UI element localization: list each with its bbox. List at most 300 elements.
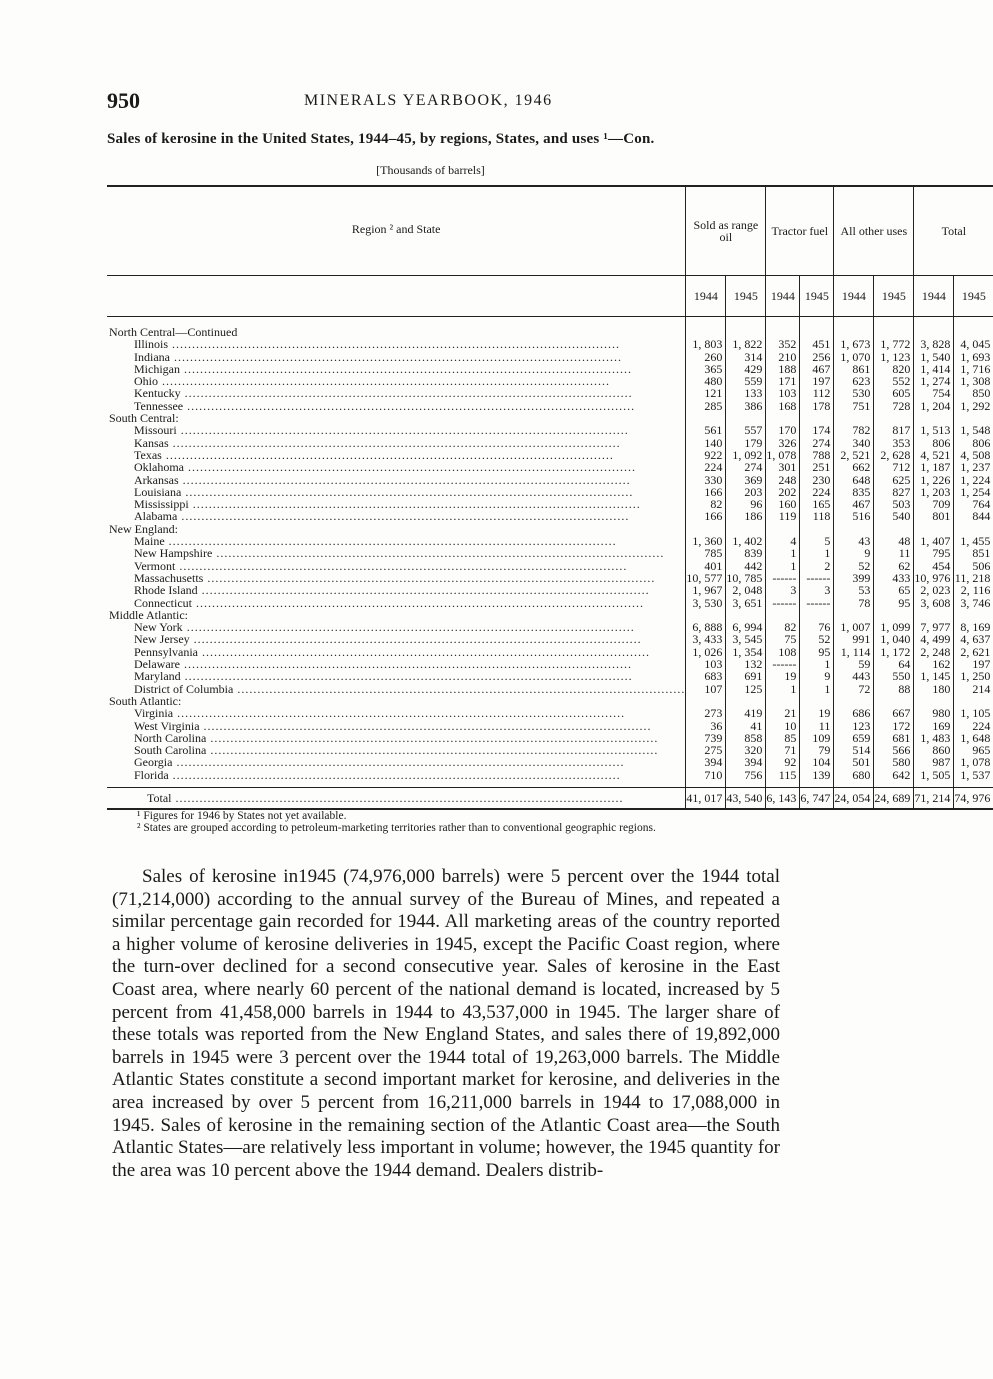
table-cell: 1 [766,683,800,695]
table-cell: 817 [874,424,914,436]
table-cell: 739 [686,732,726,744]
table-cell: 256 [800,351,834,363]
table-cell: 516 [834,510,874,522]
table-body [107,317,993,809]
table-cell: 648 [834,474,874,486]
table-cell: 987 [914,756,954,768]
table-cell: 274 [800,437,834,449]
table-cell: 203 [726,486,766,498]
table-cell: 764 [954,498,993,510]
table-cell: 1, 070 [834,351,874,363]
table-cell: 197 [954,658,993,670]
table-cell: 1, 254 [954,486,993,498]
table-cell: 4, 045 [954,338,993,350]
table-cell: 59 [834,658,874,670]
footnote-1: ¹ Figures for 1946 by States not yet available. [137,810,347,822]
table-cell: 133 [726,387,766,399]
table-cell: 112 [800,387,834,399]
table-cell: 429 [726,363,766,375]
state-name: New Jersey ..... [107,633,686,645]
table-cell: 71 [766,744,800,756]
table-row [107,670,993,682]
table-cell: 4, 637 [954,633,993,645]
state-name: New York ..... [107,621,686,633]
footnotes [137,810,782,834]
table-cell: 1, 483 [914,732,954,744]
table-cell: 467 [834,498,874,510]
state-name: Florida ..... [107,769,686,781]
table-cell: 160 [766,498,800,510]
total-cell: 24, 054 [834,787,874,809]
table-cell: 1, 822 [726,338,766,350]
state-name: Vermont ..... [107,560,686,572]
table-cell: 1, 105 [954,707,993,719]
state-name: Texas ..... [107,449,686,461]
state-name: Delaware ..... [107,658,686,670]
table-cell: 82 [766,621,800,633]
table-cell: 251 [800,461,834,473]
table-cell: 559 [726,375,766,387]
table-cell: 121 [686,387,726,399]
table-cell: 119 [766,510,800,522]
state-name: New Hampshire ..... [107,547,686,559]
table-cell: 1 [800,658,834,670]
total-cell: 6, 143 [766,787,800,809]
table-cell: 751 [834,400,874,412]
table-cell: 6, 994 [726,621,766,633]
table-cell: 1 [766,560,800,572]
total-cell: 74, 976 [954,787,993,809]
table-cell: ------ [800,597,834,609]
table-cell: 52 [834,560,874,572]
table-cell: 85 [766,732,800,744]
table-cell: 861 [834,363,874,375]
table-cell: 550 [874,670,914,682]
table-cell: 1, 693 [954,351,993,363]
table-cell: 104 [800,756,834,768]
table-row [107,387,993,399]
state-name: District of Columbia ..... [107,683,686,695]
table-cell: 314 [726,351,766,363]
table-row [107,510,993,522]
state-name: Michigan ..... [107,363,686,375]
footnote-2: ² States are grouped according to petroleum-marketing territories rather than to conventional geographic regions. [137,822,656,834]
table-cell: 965 [954,744,993,756]
table-cell: 1, 308 [954,375,993,387]
table-cell: 1, 967 [686,584,726,596]
table-cell: 712 [874,461,914,473]
table-cell: 1, 292 [954,400,993,412]
table-cell: 214 [954,683,993,695]
table-cell: 394 [726,756,766,768]
table-cell: 140 [686,437,726,449]
table-cell: 1, 203 [914,486,954,498]
year-header: 1944 [686,276,726,317]
table-cell: 605 [874,387,914,399]
state-name: Tennessee ..... [107,400,686,412]
table-row [107,769,993,781]
table-cell: 1, 274 [914,375,954,387]
table-cell: 162 [914,658,954,670]
table-cell: 1, 123 [874,351,914,363]
page-header [107,88,777,114]
table-cell: 860 [914,744,954,756]
table-cell: 10, 976 [914,572,954,584]
table-cell: 782 [834,424,874,436]
table-cell: ------ [766,572,800,584]
table-cell: 11, 218 [954,572,993,584]
table-cell: 115 [766,769,800,781]
table-row [107,400,993,412]
table-cell: 7, 977 [914,621,954,633]
table-cell: 179 [726,437,766,449]
table-cell: 1, 505 [914,769,954,781]
table-cell: 1, 172 [874,646,914,658]
row-header-spacer [107,276,686,317]
table-cell: 827 [874,486,914,498]
table-cell: 285 [686,400,726,412]
table-cell: 801 [914,510,954,522]
table-cell: 681 [874,732,914,744]
table-cell: 1, 513 [914,424,954,436]
table-cell: 401 [686,560,726,572]
table-cell: 171 [766,375,800,387]
table-cell: 1, 402 [726,535,766,547]
table-cell: 1, 540 [914,351,954,363]
table-cell: 1 [766,547,800,559]
table-cell: 21 [766,707,800,719]
table-cell: 754 [914,387,954,399]
region-name: Middle Atlantic: [109,607,188,622]
state-name: Connecticut ..... [107,597,686,609]
table-cell: 1, 007 [834,621,874,633]
table-cell: 1, 648 [954,732,993,744]
table-cell: 1 [800,683,834,695]
table-cell: 52 [800,633,834,645]
table-cell: 11 [800,720,834,732]
table-cell: 168 [766,400,800,412]
state-name: Rhode Island ..... [107,584,686,596]
table-cell: 851 [954,547,993,559]
table-cell: 123 [834,720,874,732]
table-cell: 53 [834,584,874,596]
state-name: Kansas ..... [107,437,686,449]
table-cell: ------ [766,658,800,670]
table-cell: 3, 828 [914,338,954,350]
table-cell: 561 [686,424,726,436]
running-head: MINERALS YEARBOOK, 1946 [304,92,553,109]
year-header: 1944 [914,276,954,317]
table-cell: 728 [874,400,914,412]
table-row [107,683,993,695]
table-cell: 1, 455 [954,535,993,547]
table-cell: 178 [800,400,834,412]
table-cell: 353 [874,437,914,449]
table-cell: 92 [766,756,800,768]
year-header: 1944 [834,276,874,317]
table-cell: 2, 116 [954,584,993,596]
total-cell: 41, 017 [686,787,726,809]
table-cell: 386 [726,400,766,412]
table-cell: 1, 237 [954,461,993,473]
table-cell: 2, 023 [914,584,954,596]
table-cell: 806 [914,437,954,449]
col-group-tractor-fuel: Tractor fuel [766,186,834,276]
table-cell: 9 [834,547,874,559]
table-cell: 1, 803 [686,338,726,350]
table-cell: 180 [914,683,954,695]
table-cell: 1, 224 [954,474,993,486]
table-cell: 76 [800,621,834,633]
table-cell: 186 [726,510,766,522]
table-cell: 552 [874,375,914,387]
table-cell: 443 [834,670,874,682]
table-cell: 1, 145 [914,670,954,682]
table-cell: 109 [800,732,834,744]
state-name: Mississippi ..... [107,498,686,510]
body-paragraph: Sales of kerosine in1945 (74,976,000 barrels) were 5 percent over the 1944 total (71,214,000) according to the annual survey of the Bureau of Mines, and repeated a similar percentage gain recorded for 1944. All marketing areas of the country reported a higher volume of kerosine deliveries in 1945, except the Pacific Coast region, where the turn-over declined for a second consecutive year. Sales of kerosine in the East Coast area, where nearly 60 percent of the national demand is located, increased by 5 percent from 41,458,000 barrels in 1944 to 43,537,000 in 1945. The larger share of these totals was reported from the New England States, and sales there of 19,892,000 barrels in 1945 were 3 percent over the 1944 total of 19,263,000 barrels. The Middle Atlantic States constitute a second important market for kerosine, and deliveries in the area increased by over 5 percent from 16,211,000 barrels in 1944 to 17,088,000 in 1945. Sales of kerosine in the remaining section of the Atlantic Coast area—the South Atlantic States—are relatively less important in volume; however, the 1945 quantity for the area was 10 percent above the 1944 demand. Dealers distrib- [112,866,780,1181]
table-cell: 394 [686,756,726,768]
table-cell: 1, 226 [914,474,954,486]
table-cell: 9 [800,670,834,682]
table-cell: 835 [834,486,874,498]
table-cell: 107 [686,683,726,695]
state-name: Kentucky ..... [107,387,686,399]
state-name: West Virginia ..... [107,720,686,732]
table-cell: 557 [726,424,766,436]
table-cell: 1, 099 [874,621,914,633]
table-cell: 4, 508 [954,449,993,461]
table-cell: 1, 548 [954,424,993,436]
table-row [107,756,993,768]
table-cell: 10, 577 [686,572,726,584]
table-cell: 709 [914,498,954,510]
table-cell: 467 [800,363,834,375]
table-cell: 850 [954,387,993,399]
table-cell: 1, 673 [834,338,874,350]
table-cell: 625 [874,474,914,486]
table-cell: 1, 772 [874,338,914,350]
table-cell: 1, 092 [726,449,766,461]
table-cell: 1, 187 [914,461,954,473]
table-cell: 65 [874,584,914,596]
table-row [107,720,993,732]
table-cell: 922 [686,449,726,461]
table-row [107,474,993,486]
table-cell: 132 [726,658,766,670]
table-cell: 72 [834,683,874,695]
state-name: Oklahoma ..... [107,461,686,473]
table-cell: 785 [686,547,726,559]
table-cell: 301 [766,461,800,473]
table-cell: 2, 048 [726,584,766,596]
table-cell: 3, 545 [726,633,766,645]
table-cell: 4, 499 [914,633,954,645]
state-name: Arkansas ..... [107,474,686,486]
table-cell: 442 [726,560,766,572]
table-title: Sales of kerosine in the United States, 1944–45, by regions, States, and uses ¹—Con. [107,131,655,147]
table-cell: 82 [686,498,726,510]
table-cell: 788 [800,449,834,461]
table-cell: 1, 354 [726,646,766,658]
year-header: 1945 [874,276,914,317]
table-cell: 202 [766,486,800,498]
table-cell: 78 [834,597,874,609]
table-cell: 170 [766,424,800,436]
table-cell: 169 [914,720,954,732]
state-name: Georgia ..... [107,756,686,768]
table-cell: 48 [874,535,914,547]
table-cell: 566 [874,744,914,756]
total-cell: 6, 747 [800,787,834,809]
state-name: Maryland ..... [107,670,686,682]
table-cell: 1, 026 [686,646,726,658]
table-cell: 172 [874,720,914,732]
table-cell: 275 [686,744,726,756]
table-cell: 10 [766,720,800,732]
table-cell: 686 [834,707,874,719]
table-cell: 530 [834,387,874,399]
col-group-all-other-uses: All other uses [834,186,914,276]
table-cell: 1, 204 [914,400,954,412]
table-cell: 2, 628 [874,449,914,461]
table-cell: 197 [800,375,834,387]
year-header: 1945 [954,276,993,317]
table-cell: 667 [874,707,914,719]
table-row [107,633,993,645]
year-header: 1945 [800,276,834,317]
table-cell: 210 [766,351,800,363]
table-cell: 399 [834,572,874,584]
table-cell: 820 [874,363,914,375]
state-name: Massachusetts ..... [107,572,686,584]
total-label: Total ..... [107,787,686,809]
table-cell: 501 [834,756,874,768]
table-cell: 1, 360 [686,535,726,547]
table-cell: ------ [800,572,834,584]
table-cell: 8, 169 [954,621,993,633]
table-cell: 43 [834,535,874,547]
table-cell: 340 [834,437,874,449]
state-name: Alabama ..... [107,510,686,522]
year-header: 1944 [766,276,800,317]
table-row [107,584,993,596]
table-cell: 96 [726,498,766,510]
state-name: Louisiana ..... [107,486,686,498]
table-cell: 662 [834,461,874,473]
table-cell: 139 [800,769,834,781]
table-row [107,547,993,559]
table-cell: 540 [874,510,914,522]
table-cell: 858 [726,732,766,744]
table-cell: 273 [686,707,726,719]
table-cell: 79 [800,744,834,756]
table-cell: 506 [954,560,993,572]
total-row [107,787,993,809]
table-cell: 2, 621 [954,646,993,658]
table-cell: 326 [766,437,800,449]
table-cell: 503 [874,498,914,510]
table-cell: 75 [766,633,800,645]
table-cell: 103 [766,387,800,399]
row-header: Region ² and State [107,186,686,276]
table-cell: 2, 248 [914,646,954,658]
page-number: 950 [107,88,140,113]
state-name: South Carolina ..... [107,744,686,756]
table-cell: 174 [800,424,834,436]
state-name: Illinois ..... [107,338,686,350]
table-row [107,597,993,609]
table-cell: 166 [686,486,726,498]
state-name: Indiana ..... [107,351,686,363]
table-cell: 274 [726,461,766,473]
table-cell: 3, 651 [726,597,766,609]
table-cell: 1, 078 [766,449,800,461]
table-cell: 320 [726,744,766,756]
table-cell: 260 [686,351,726,363]
year-header: 1945 [726,276,766,317]
table-cell: 433 [874,572,914,584]
table-cell: 64 [874,658,914,670]
table-cell: 1, 114 [834,646,874,658]
table-cell: 4 [766,535,800,547]
table-cell: 224 [954,720,993,732]
table-cell: 1, 716 [954,363,993,375]
table-cell: 1, 250 [954,670,993,682]
col-group-total: Total [914,186,993,276]
state-name: Pennsylvania ..... [107,646,686,658]
table-cell: 1, 040 [874,633,914,645]
table-cell: 2 [800,560,834,572]
spacer-row [107,317,993,327]
table-cell: 330 [686,474,726,486]
table-cell: 62 [874,560,914,572]
table-cell: 991 [834,633,874,645]
table-cell: 980 [914,707,954,719]
table-cell: 88 [874,683,914,695]
total-cell: 43, 540 [726,787,766,809]
table-cell: 165 [800,498,834,510]
state-name: Missouri ..... [107,424,686,436]
table-cell: 1, 078 [954,756,993,768]
table-row [107,707,993,719]
table-row [107,424,993,436]
table-cell: 6, 888 [686,621,726,633]
table-cell: 795 [914,547,954,559]
table-cell: 1, 414 [914,363,954,375]
table-cell: 480 [686,375,726,387]
table-cell: 419 [726,707,766,719]
table-cell: 95 [800,646,834,658]
table-cell: 1, 537 [954,769,993,781]
table-cell: 454 [914,560,954,572]
total-cell: 24, 689 [874,787,914,809]
table-cell: 1 [800,547,834,559]
table-cell: 125 [726,683,766,695]
table-cell: 248 [766,474,800,486]
table-cell: 369 [726,474,766,486]
total-cell: 71, 214 [914,787,954,809]
region-name: North Central—Continued [109,325,238,339]
table-cell: 224 [800,486,834,498]
region-name: South Atlantic: [109,693,182,708]
table-cell: 4, 521 [914,449,954,461]
table-cell: 352 [766,338,800,350]
table-cell: 3 [800,584,834,596]
table-cell: 108 [766,646,800,658]
table-row [107,338,993,350]
table-cell: 756 [726,769,766,781]
